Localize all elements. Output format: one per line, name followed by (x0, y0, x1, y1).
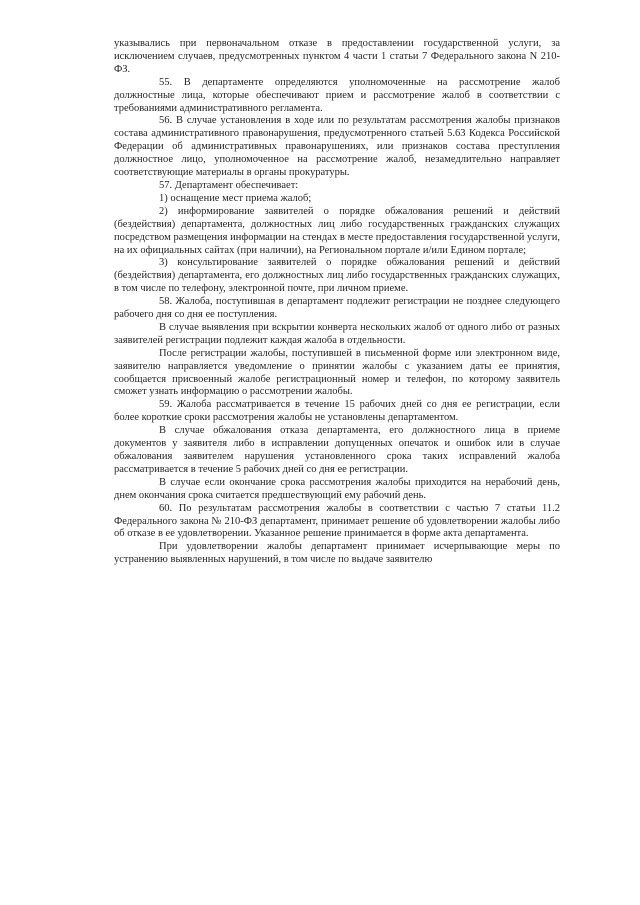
paragraph-57: 57. Департамент обеспечивает: (159, 179, 299, 191)
paragraph-57-item-2: 2) информирование заявителей о порядке обжалования решений и действий (бездействия) департамента, должностных лиц либо государственных гражданских служащих посредством размещения информации на стендах в месте предоставления государственной услуги, на их официальных сайтах (при наличии), на Региональном портале и/или Едином портале; (114, 205, 560, 256)
paragraph-56: 56. В случае установления в ходе или по результатам рассмотрения жалобы признаков состава административного правонарушения, предусмотренного статьей 5.63 Кодекса Российской Федерации об административных правонарушениях, или признаков состава преступления должностное лицо, уполномоченное на рассмотрение жалоб, незамедлительно направляет соответствующие материалы в органы прокуратуры. (114, 115, 560, 179)
paragraph-57-item-3: 3) консультирование заявителей о порядке обжалования решений и действий (бездействия) департамента, его должностных лиц либо государственных гражданских служащих, в том числе по телефону, электронной почте, при личном приеме. (114, 257, 560, 295)
paragraph-55: 55. В департаменте определяются уполномоченные на рассмотрение жалоб должностные лица, которые обеспечивают прием и рассмотрение жалоб в соответствии с требованиями административного регламента. (114, 76, 560, 114)
paragraph-58: 58. Жалоба, поступившая в департамент подлежит регистрации не позднее следующего рабочего дня со дня ее поступления. (114, 296, 560, 321)
paragraph-59-nonworking-day: В случае если окончание срока рассмотрения жалобы приходится на нерабочий день, днем окончания срока считается предшествующий ему рабочий день. (114, 476, 560, 501)
paragraph-58-registration-notice: После регистрации жалобы, поступившей в письменной форме или электронном виде, заявителю направляется уведомление о принятии жалобы с указанием даты ее принятия, сообщается присвоенный жалобе регистрационный номер и телефон, по которому заявитель сможет узнать информацию о рассмотрении жалобы. (114, 347, 560, 398)
paragraph-60-satisfaction: При удовлетворении жалобы департамент принимает исчерпывающие меры по устранению выявленных нарушений, в том числе по выдаче заявителю (114, 541, 560, 566)
paragraph-57-item-1: 1) оснащение мест приема жалоб; (159, 192, 312, 204)
paragraph-58-multiple-complaints: В случае выявления при вскрытии конверта нескольких жалоб от одного либо от разных заявителей регистрации подлежит каждая жалоба в отдельности. (114, 321, 560, 346)
paragraph-continuation: указывались при первоначальном отказе в предоставлении государственной услуги, за исключением случаев, предусмотренных пунктом 4 части 1 статьи 7 Федерального закона N 210-ФЗ. (114, 38, 560, 75)
document-page (114, 38, 560, 567)
paragraph-60: 60. По результатам рассмотрения жалобы в соответствии с частью 7 статьи 11.2 Федерального закона № 210-ФЗ департамент, принимает решение об удовлетворении жалобы либо об отказе в ее удовлетворении. Указанное решение принимается в форме акта департамента. (114, 502, 560, 540)
paragraph-59: 59. Жалоба рассматривается в течение 15 рабочих дней со дня ее регистрации, если более короткие сроки рассмотрения жалобы не установлены департаментом. (114, 399, 560, 424)
paragraph-59-refusal-appeal: В случае обжалования отказа департамента, его должностного лица в приеме документов у заявителя либо в исправлении допущенных опечаток и ошибок или в случае обжалования заявителем нарушения установленного срока таких исправлений жалоба рассматривается в течение 5 рабочих дней со дня ее регистрации. (114, 425, 560, 475)
